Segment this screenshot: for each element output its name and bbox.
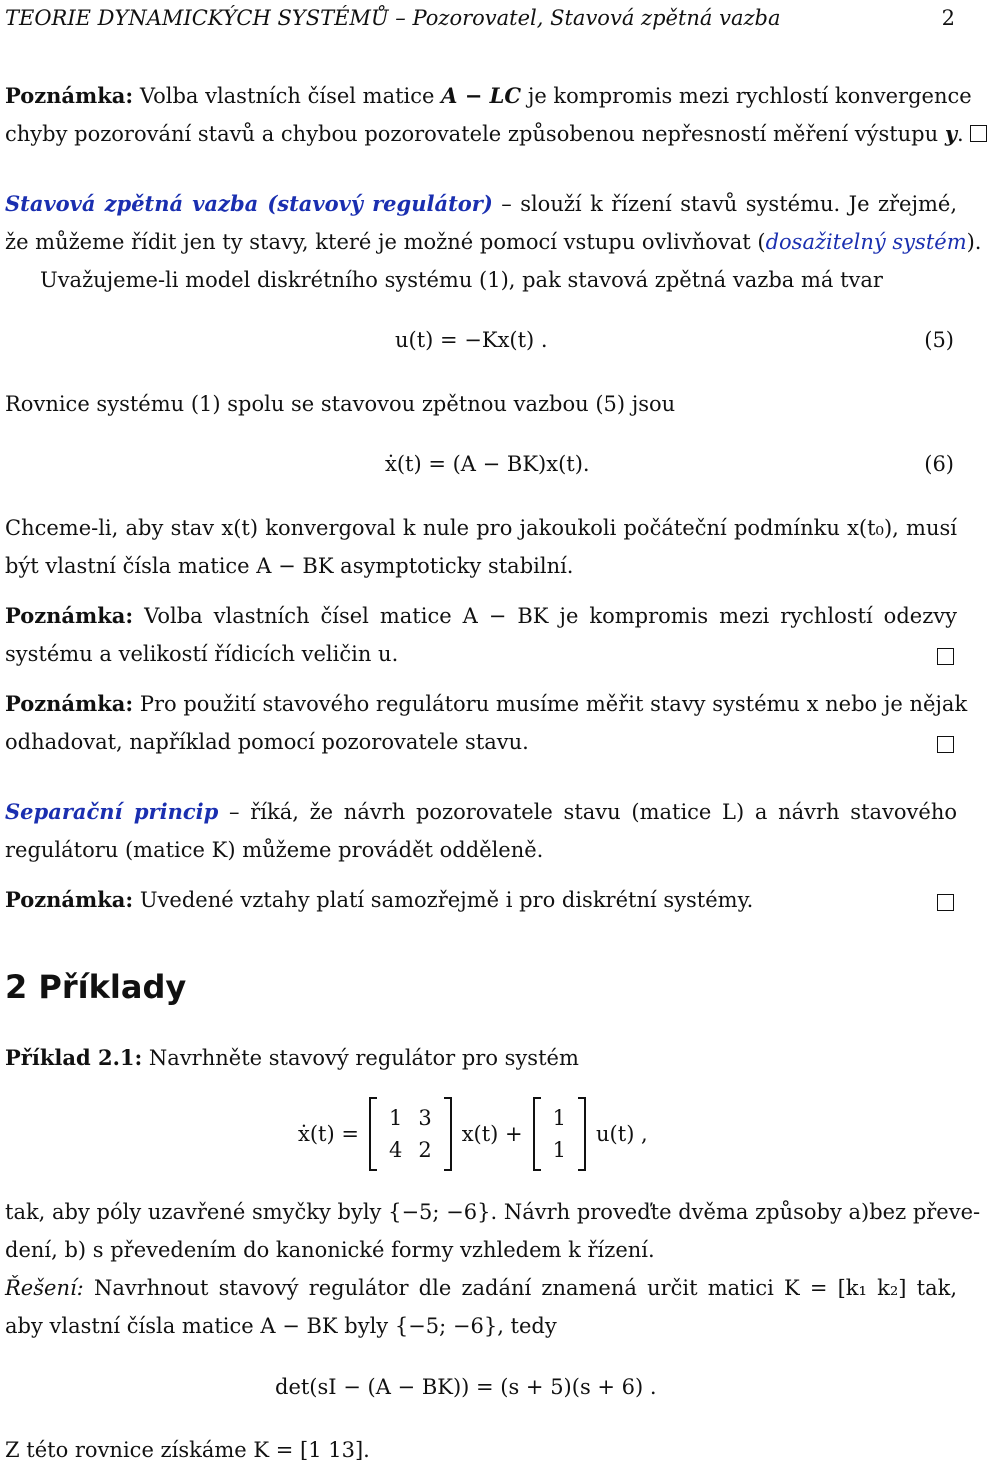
qed-symbol [970,125,987,142]
note-3-line-2: odhadovat, například pomocí pozorovatele stavu. [5,730,529,754]
paragraph-model: Uvažujeme-li model diskrétního systému (1), pak stavová zpětná vazba má tvar [40,268,883,292]
section-heading: 2 Příklady [5,968,187,1006]
qed-symbol [937,648,954,665]
note-2-line-1: Poznámka: Volba vlastních čísel matice A − BK je kompromis mezi rychlostí odezvy [5,603,957,628]
paragraph-system-eq: Rovnice systému (1) spolu se stavovou zpětnou vazbou (5) jsou [5,392,676,416]
matrix-b: 1 1 [533,1098,586,1170]
term-reachable: dosažitelný systém [765,230,967,254]
result-line: Z této rovnice získáme K = [1 13]. [5,1438,370,1462]
qed-symbol [937,736,954,753]
page-number: 2 [941,6,955,30]
term-state-feedback: Stavová zpětná vazba (stavový regulátor) [5,191,493,216]
note-3-line-1: Poznámka: Pro použití stavového regulátoru musíme měřit stavy systému x nebo je nějak [5,691,968,716]
state-feedback-line-2: že můžeme řídit jen ty stavy, které je možné pomocí vstupu ovlivňovat (dosažitelný systém). [5,230,982,254]
note-1-line-2: chyby pozorování stavů a chybou pozorovatele způsobenou nepřesností měření výstupu y. [5,120,987,148]
note-1-line-1: Poznámka: Volba vlastních čísel matice A − LC je kompromis mezi rychlostí konvergence [5,83,972,108]
note-2-line-2: systému a velikostí řídicích veličin u. [5,642,399,666]
paragraph-stability-line-2: být vlastní čísla matice A − BK asymptoticky stabilní. [5,554,574,578]
solution-label: Řešení: [5,1276,84,1300]
page-header [5,6,955,30]
state-feedback-line-1: Stavová zpětná vazba (stavový regulátor) – slouží k řízení stavů systému. Je zřejmé, [5,191,958,216]
equation-5: u(t) = −Kx(t) . [395,328,548,352]
system-equation: ẋ(t) = 1 3 4 2 x(t) + 1 1 u(t) , [298,1098,648,1170]
determinant-equation: det(sI − (A − BK)) = (s + 5)(s + 6) . [275,1375,657,1399]
solution-line-1: Řešení: Navrhnout stavový regulátor dle zadání znamená určit matici K = [k₁ k₂] tak, [5,1276,957,1300]
equation-5-number: (5) [924,328,954,352]
equation-6-number: (6) [924,452,954,476]
note-label: Poznámka: [5,83,134,108]
solution-line-2: aby vlastní čísla matice A − BK byly {−5; −6}, tedy [5,1314,557,1338]
qed-symbol [937,894,954,911]
note-4: Poznámka: Uvedené vztahy platí samozřejmě i pro diskrétní systémy. [5,887,754,912]
example-heading: Příklad 2.1: Navrhněte stavový regulátor pro systém [5,1045,579,1070]
separation-line-1: Separační princip – říká, že návrh pozorovatele stavu (matice L) a návrh stavového [5,799,957,824]
example-text-line-1: tak, aby póly uzavřené smyčky byly {−5; −6}. Návrh proveďte dvěma způsoby a)bez převe- [5,1200,981,1224]
term-separation: Separační princip [5,799,219,824]
equation-6: ẋ(t) = (A − BK)x(t). [385,452,590,476]
matrix-a: 1 3 4 2 [369,1098,452,1170]
paragraph-stability-line-1: Chceme-li, aby stav x(t) konvergoval k nule pro jakoukoli počáteční podmínku x(t₀), musí [5,516,957,540]
separation-line-2: regulátoru (matice K) můžeme provádět odděleně. [5,838,544,862]
example-text-line-2: dení, b) s převedením do kanonické formy vzhledem k řízení. [5,1238,655,1262]
header-title: TEORIE DYNAMICKÝCH SYSTÉMŮ – Pozorovatel, Stavová zpětná vazba [5,6,781,30]
